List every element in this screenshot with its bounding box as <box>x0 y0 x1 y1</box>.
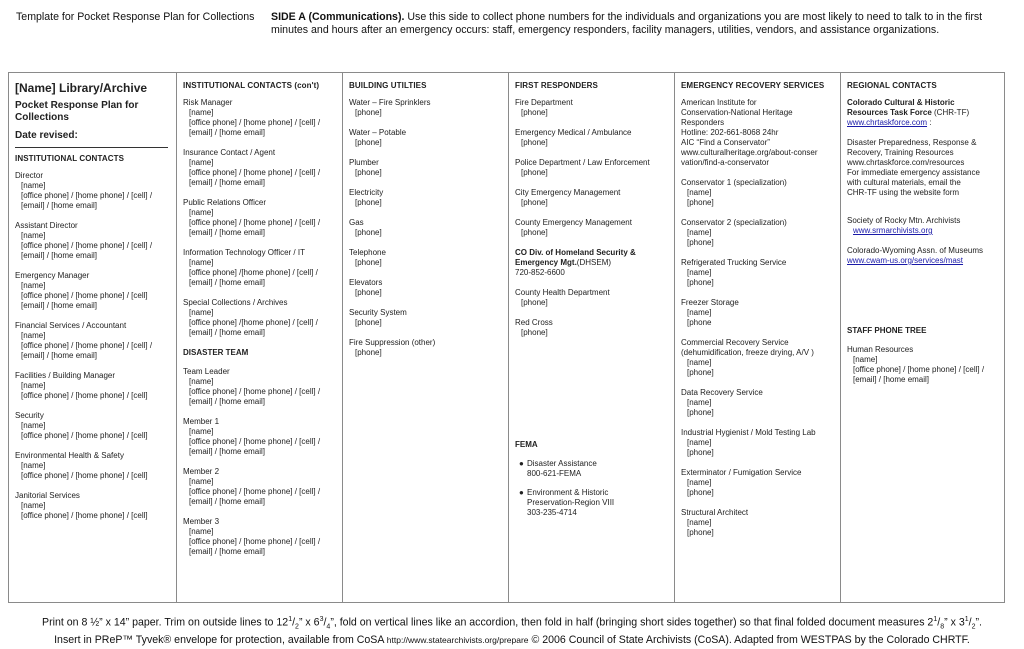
contact-phones: [office phone] / [home phone] / [cell] / <box>189 218 321 227</box>
aic-line: Responders <box>681 118 725 127</box>
bullet-icon: ● <box>519 459 524 468</box>
team-member-title: Member 1 <box>183 417 220 426</box>
utility-phone: [phone] <box>355 228 382 237</box>
co-homeland-security-title <box>515 248 674 268</box>
response-plan-board <box>8 72 1005 603</box>
service-title: Conservator 2 (specialization) <box>681 218 787 227</box>
disaster-line: Recovery, Training Resources <box>847 148 954 157</box>
utility-entry <box>349 158 508 178</box>
contact-name: [name] <box>21 281 46 290</box>
contact-title: Insurance Contact / Agent <box>183 148 276 157</box>
responder-entry <box>515 98 674 118</box>
staff-phone-tree-heading: STAFF PHONE TREE <box>847 326 927 335</box>
contact-phones: [office phone] / [home phone] / [cell] <box>21 471 148 480</box>
contact-phones: [office phone] / [home phone] / [cell] <box>21 431 148 440</box>
chrtf-entry <box>847 98 1005 128</box>
responder-entry <box>515 318 674 338</box>
disaster-line: Disaster Preparedness, Response & <box>847 138 977 147</box>
fraction-denominator: 2 <box>971 623 976 631</box>
team-member-name: [name] <box>189 377 214 386</box>
fraction-numerator: 1 <box>964 616 969 623</box>
section-heading: REGIONAL CONTACTS <box>847 81 937 90</box>
contact-emails: [email] / [home email] <box>21 201 98 210</box>
responder-entry <box>515 288 674 308</box>
utility-entry <box>349 98 508 118</box>
team-member-title: Member 3 <box>183 517 220 526</box>
contact-emails: [email] / [home email] <box>189 178 266 187</box>
service-name: [name] <box>687 478 712 487</box>
responder-phone: [phone] <box>521 298 548 307</box>
fraction-numerator: 1 <box>288 616 293 623</box>
contact-entry <box>183 248 342 288</box>
responder-phone: [phone] <box>521 168 548 177</box>
spacer <box>847 208 1005 216</box>
contact-entry <box>15 371 177 401</box>
contact-name: [name] <box>21 331 46 340</box>
cwam-link[interactable]: www.cwam-us.org/services/mast <box>847 256 964 265</box>
contact-title: Facilities / Building Manager <box>15 371 116 380</box>
co-homeland-security-entry <box>515 248 674 278</box>
contact-phones: [office phone] / [home phone] / [cell] <box>21 511 148 520</box>
team-member-emails: [email] / [home email] <box>189 397 266 406</box>
contact-title: Security <box>15 411 44 420</box>
phone-tree-name: [name] <box>853 355 878 364</box>
chrtf-name-cont <box>847 108 1005 118</box>
service-entry <box>681 338 840 378</box>
aic-url-cont: vation/find-a-conservator <box>681 158 770 167</box>
utility-phone: [phone] <box>355 108 382 117</box>
responder-entry <box>515 158 674 178</box>
fema-item-label: Environment & Historic <box>527 488 609 497</box>
chrtf-colon: : <box>929 118 932 127</box>
utility-title: Water – Potable <box>349 128 407 137</box>
phone-tree-title: Human Resources <box>847 345 914 354</box>
contact-phones: [office phone] / [home phone] / [cell] <box>21 391 148 400</box>
contact-phones: [office phone] / [home phone] / [cell] / <box>21 241 153 250</box>
column-institutional-contacts <box>9 73 177 602</box>
utility-title: Elevators <box>349 278 383 287</box>
service-phone: [phone] <box>687 528 714 537</box>
utility-phone: [phone] <box>355 258 382 267</box>
team-member-phones: [office phone] / [home phone] / [cell] / <box>189 437 321 446</box>
service-title: Exterminator / Fumigation Service <box>681 468 802 477</box>
contact-name: [name] <box>21 421 46 430</box>
disaster-resources-entry <box>847 138 1005 198</box>
fema-item <box>515 459 674 479</box>
team-member-emails: [email] / [home email] <box>189 497 266 506</box>
aic-hotline: Hotline: 202-661-8068 24hr <box>681 128 779 137</box>
aic-entry <box>681 98 840 168</box>
responder-title: Fire Department <box>515 98 573 107</box>
service-phone: [phone] <box>687 408 714 417</box>
contact-emails: [email] / [home email] <box>21 351 98 360</box>
utility-title: Security System <box>349 308 407 317</box>
cwam-entry <box>847 246 1005 266</box>
contact-phones: [office phone] /[home phone] / [cell] / <box>189 318 318 327</box>
contact-title: Janitorial Services <box>15 491 80 500</box>
chrtf-link[interactable]: www.chrtaskforce.com <box>847 118 928 127</box>
contact-entry <box>183 148 342 188</box>
contact-title: Special Collections / Archives <box>183 298 288 307</box>
fema-item-title <box>519 459 674 469</box>
service-phone: [phone] <box>687 448 714 457</box>
contact-phones: [office phone] / [home phone] / [cell] / <box>21 191 153 200</box>
fraction-denominator: 4 <box>326 623 331 631</box>
fema-item-phone: 303-235-4714 <box>527 508 577 517</box>
responder-phone: [phone] <box>521 198 548 207</box>
responder-entry <box>515 188 674 208</box>
service-title: Commercial Recovery Service <box>681 338 789 347</box>
disaster-url: www.chrtaskforce.com/resources <box>847 158 965 167</box>
footer-text: ”, fold on vertical lines like an accordion, then fold in half (bringing short sides together) so that final folded document measures 2 <box>330 616 934 629</box>
utility-entry <box>349 308 508 328</box>
library-name: [Name] Library/Archive <box>15 81 148 95</box>
contact-title: Public Relations Officer <box>183 198 266 207</box>
side-a-instructions <box>271 11 1007 37</box>
service-phone: [phone] <box>687 278 714 287</box>
responder-phone: [phone] <box>521 228 548 237</box>
team-member-emails: [email] / [home email] <box>189 547 266 556</box>
contact-entry <box>183 198 342 238</box>
team-member-phones: [office phone] / [home phone] / [cell] / <box>189 537 321 546</box>
footer-text: ”. <box>975 616 982 629</box>
contact-phones: [office phone] /[home phone] / [cell] / <box>189 268 318 277</box>
service-name: [name] <box>687 358 712 367</box>
phone-tree-phones: [office phone] / [home phone] / [cell] / <box>853 365 985 374</box>
print-instructions: Print on 8 ½” x 14” paper. Trim on outside lines to $12^1/_2$” x $6^3/_4$”, fold on vertical lines like an accordion, then fold in half (bringing short sides together) so that final folded document measures $2^1/_8$” x $3^1/_2$”. <box>42 616 982 631</box>
responder-title: Emergency Medical / Ambulance <box>515 128 632 137</box>
service-title: Industrial Hygienist / Mold Testing Lab <box>681 428 816 437</box>
utility-entry <box>349 248 508 268</box>
team-member-name: [name] <box>189 527 214 536</box>
contact-name: [name] <box>189 258 214 267</box>
contact-emails: [email] / [home email] <box>189 278 266 287</box>
page-header <box>12 9 1012 43</box>
utility-phone: [phone] <box>355 138 382 147</box>
disaster-team-heading: DISASTER TEAM <box>183 348 249 357</box>
responder-entry <box>515 128 674 148</box>
responder-title: County Emergency Management <box>515 218 632 227</box>
envelope-text: Insert in PReP™ Tyvek® envelope for protection, available from CoSA <box>54 633 384 646</box>
team-member-title: Member 2 <box>183 467 220 476</box>
contact-entry <box>15 411 177 441</box>
service-phone: [phone] <box>687 488 714 497</box>
service-name: [name] <box>687 438 712 447</box>
service-title: Data Recovery Service <box>681 388 763 397</box>
utility-phone: [phone] <box>355 318 382 327</box>
service-entry <box>681 218 840 248</box>
service-title: Refrigerated Trucking Service <box>681 258 787 267</box>
contact-entry <box>15 491 177 521</box>
service-phone: [phone] <box>687 238 714 247</box>
disaster-line: CHR-TF using the website form <box>847 188 960 197</box>
team-member-entry <box>183 517 342 557</box>
spacer <box>515 348 674 434</box>
column-institutional-contacts-cont <box>176 73 342 602</box>
section-heading: INSTITUTIONAL CONTACTS <box>15 154 125 163</box>
contact-title: Risk Manager <box>183 98 233 107</box>
aic-line: American Institute for <box>681 98 757 107</box>
srma-name: Society of Rocky Mtn. Archivists <box>847 216 961 225</box>
contact-name: [name] <box>21 381 46 390</box>
service-entry <box>681 508 840 538</box>
contact-phones: [office phone] / [home phone] / [cell] <box>21 291 148 300</box>
service-title-cont: (dehumidification, freeze drying, A/V ) <box>681 348 814 357</box>
utility-phone: [phone] <box>355 198 382 207</box>
contact-name: [name] <box>21 231 46 240</box>
fema-item-label: Disaster Assistance <box>527 459 597 468</box>
section-heading: BUILDING UTILTIES <box>349 81 427 90</box>
bullet-icon: ● <box>519 488 524 497</box>
section-heading: FIRST RESPONDERS <box>515 81 598 90</box>
service-entry <box>681 428 840 458</box>
responder-phone: [phone] <box>521 138 548 147</box>
contact-title: Environmental Health & Safety <box>15 451 124 460</box>
utility-title: Plumber <box>349 158 379 167</box>
fema-item-title <box>519 488 674 498</box>
utility-title: Fire Suppression (other) <box>349 338 436 347</box>
chrtf-name-line2: Resources Task Force <box>847 108 932 117</box>
contact-name: [name] <box>189 108 214 117</box>
contact-title: Assistant Director <box>15 221 78 230</box>
service-name: [name] <box>687 518 712 527</box>
column-first-responders <box>508 73 674 602</box>
responder-entry <box>515 218 674 238</box>
team-member-title: Team Leader <box>183 367 230 376</box>
co-homeland-security-abbr: (DHSEM) <box>576 258 612 267</box>
fraction-numerator: 3 <box>319 616 324 623</box>
fema-item-label-cont: Preservation-Region VIII <box>527 498 615 507</box>
utility-phone: [phone] <box>355 168 382 177</box>
responder-phone: [phone] <box>521 328 548 337</box>
service-entry <box>681 258 840 288</box>
side-a-text: Use this side to collect phone numbers for the individuals and organizations you are most likely to need to talk to in the first minutes and hours after an emergency occurs: staff, emergency responders, facility managers, utilities, vendors, and assistance organizations. <box>271 11 983 36</box>
chrtf-name: Colorado Cultural & Historic <box>847 98 955 107</box>
utility-entry <box>349 338 508 358</box>
contact-entry <box>15 451 177 481</box>
contact-title: Director <box>15 171 44 180</box>
page-footer <box>12 613 1012 647</box>
column-building-utilities <box>342 73 508 602</box>
utility-phone: [phone] <box>355 288 382 297</box>
section-heading: INSTITUTIONAL CONTACTS (con't) <box>183 81 320 90</box>
envelope-credits <box>12 634 1012 647</box>
fema-item <box>515 488 674 518</box>
fema-item-phone: 800-621-FEMA <box>527 469 582 478</box>
footer-text: ” x 3 <box>944 616 965 629</box>
fema-heading: FEMA <box>515 440 538 449</box>
team-member-entry <box>183 367 342 407</box>
utility-entry <box>349 128 508 148</box>
team-member-name: [name] <box>189 427 214 436</box>
cwam-name: Colorado-Wyoming Assn. of Museums <box>847 246 983 255</box>
disaster-line: with cultural materials, email the <box>847 178 961 187</box>
utility-entry <box>349 218 508 238</box>
contact-entry <box>15 321 177 361</box>
contact-emails: [email] / [home email] <box>189 128 266 137</box>
service-phone: [phone <box>687 318 712 327</box>
aic-find-conservator: AIC “Find a Conservator” <box>681 138 770 147</box>
contact-name: [name] <box>21 501 46 510</box>
utility-phone: [phone] <box>355 348 382 357</box>
contact-entry <box>183 298 342 338</box>
spacer <box>847 276 1005 320</box>
contact-name: [name] <box>189 158 214 167</box>
team-member-entry <box>183 417 342 457</box>
service-phone: [phone] <box>687 198 714 207</box>
footer-text: Print on 8 ½” x 14” paper. Trim on outside lines to 12 <box>42 616 289 629</box>
date-revised: Date revised: <box>15 130 168 148</box>
service-name: [name] <box>687 228 712 237</box>
column-emergency-recovery <box>674 73 840 602</box>
utility-entry <box>349 278 508 298</box>
contact-name: [name] <box>21 181 46 190</box>
service-name: [name] <box>687 398 712 407</box>
service-entry <box>681 298 840 328</box>
plan-title: Pocket Response Plan for Collections <box>15 100 139 123</box>
service-entry <box>681 468 840 498</box>
phone-tree-entry <box>847 345 1005 385</box>
contact-phones: [office phone] / [home phone] / [cell] / <box>21 341 153 350</box>
section-heading: EMERGENCY RECOVERY SERVICES <box>681 81 825 90</box>
contact-entry <box>183 98 342 138</box>
utility-title: Telephone <box>349 248 386 257</box>
utility-title: Water – Fire Sprinklers <box>349 98 431 107</box>
team-member-entry <box>183 467 342 507</box>
service-title: Structural Architect <box>681 508 749 517</box>
contact-name: [name] <box>189 208 214 217</box>
contact-entry <box>15 171 177 211</box>
fraction-numerator: 1 <box>933 616 938 623</box>
responder-phone: [phone] <box>521 108 548 117</box>
responder-title: County Health Department <box>515 288 610 297</box>
service-entry <box>681 388 840 418</box>
contact-entry <box>15 221 177 261</box>
copyright-text: © 2006 Council of State Archivists (CoSA). Adapted from WESTPAS by the Colorado CHRTF. <box>531 633 970 646</box>
team-member-emails: [email] / [home email] <box>189 447 266 456</box>
responder-title: Red Cross <box>515 318 553 327</box>
contact-entry <box>15 271 177 311</box>
fraction-denominator: 2 <box>295 623 299 631</box>
aic-line: Conservation-National Heritage <box>681 108 793 117</box>
contact-title: Financial Services / Accountant <box>15 321 127 330</box>
team-member-phones: [office phone] / [home phone] / [cell] / <box>189 387 321 396</box>
service-name: [name] <box>687 268 712 277</box>
chrtf-link-row <box>847 118 1005 128</box>
contact-name: [name] <box>21 461 46 470</box>
footer-text: ” x 6 <box>298 616 320 629</box>
template-title: Template for Pocket Response Plan for Collections <box>16 11 255 23</box>
contact-name: [name] <box>189 308 214 317</box>
service-title: Conservator 1 (specialization) <box>681 178 787 187</box>
service-name: [name] <box>687 188 712 197</box>
srma-link-row <box>847 226 1005 236</box>
service-title: Freezer Storage <box>681 298 739 307</box>
team-member-phones: [office phone] / [home phone] / [cell] / <box>189 487 321 496</box>
responder-title: City Emergency Management <box>515 188 621 197</box>
aic-url: www.culturalheritage.org/about-conser <box>681 148 818 157</box>
srma-entry <box>847 216 1005 236</box>
service-name: [name] <box>687 308 712 317</box>
contact-emails: [email] / [home email] <box>21 251 98 260</box>
contact-emails: [email] / [home email] <box>189 228 266 237</box>
contact-title: Emergency Manager <box>15 271 90 280</box>
co-homeland-security-name: CO Div. of Homeland Security & Emergency Mgt. <box>515 248 636 267</box>
phone-tree-emails: [email] / [home email] <box>853 375 930 384</box>
utility-title: Electricity <box>349 188 384 197</box>
contact-emails: [email] / [home email] <box>189 328 266 337</box>
co-homeland-security-phone: 720-852-6600 <box>515 268 565 277</box>
service-entry <box>681 178 840 208</box>
utility-entry <box>349 188 508 208</box>
side-a-label: SIDE A (Communications). <box>271 11 405 23</box>
service-phone: [phone] <box>687 368 714 377</box>
utility-title: Gas <box>349 218 364 227</box>
srma-link[interactable]: www.srmarchivists.org <box>853 226 933 235</box>
column-regional-contacts <box>840 73 1005 602</box>
disaster-line: For immediate emergency assistance <box>847 168 980 177</box>
cosa-url[interactable]: http://www.statearchivists.org/prepare <box>386 634 529 645</box>
contact-phones: [office phone] / [home phone] / [cell] / <box>189 118 321 127</box>
team-member-name: [name] <box>189 477 214 486</box>
responder-title: Police Department / Law Enforcement <box>515 158 650 167</box>
fraction-denominator: 8 <box>940 623 945 631</box>
contact-phones: [office phone] / [home phone] / [cell] / <box>189 168 321 177</box>
contact-title: Information Technology Officer / IT <box>183 248 305 257</box>
chrtf-abbr: (CHR-TF) <box>934 108 970 117</box>
contact-emails: [email] / [home email] <box>21 301 98 310</box>
